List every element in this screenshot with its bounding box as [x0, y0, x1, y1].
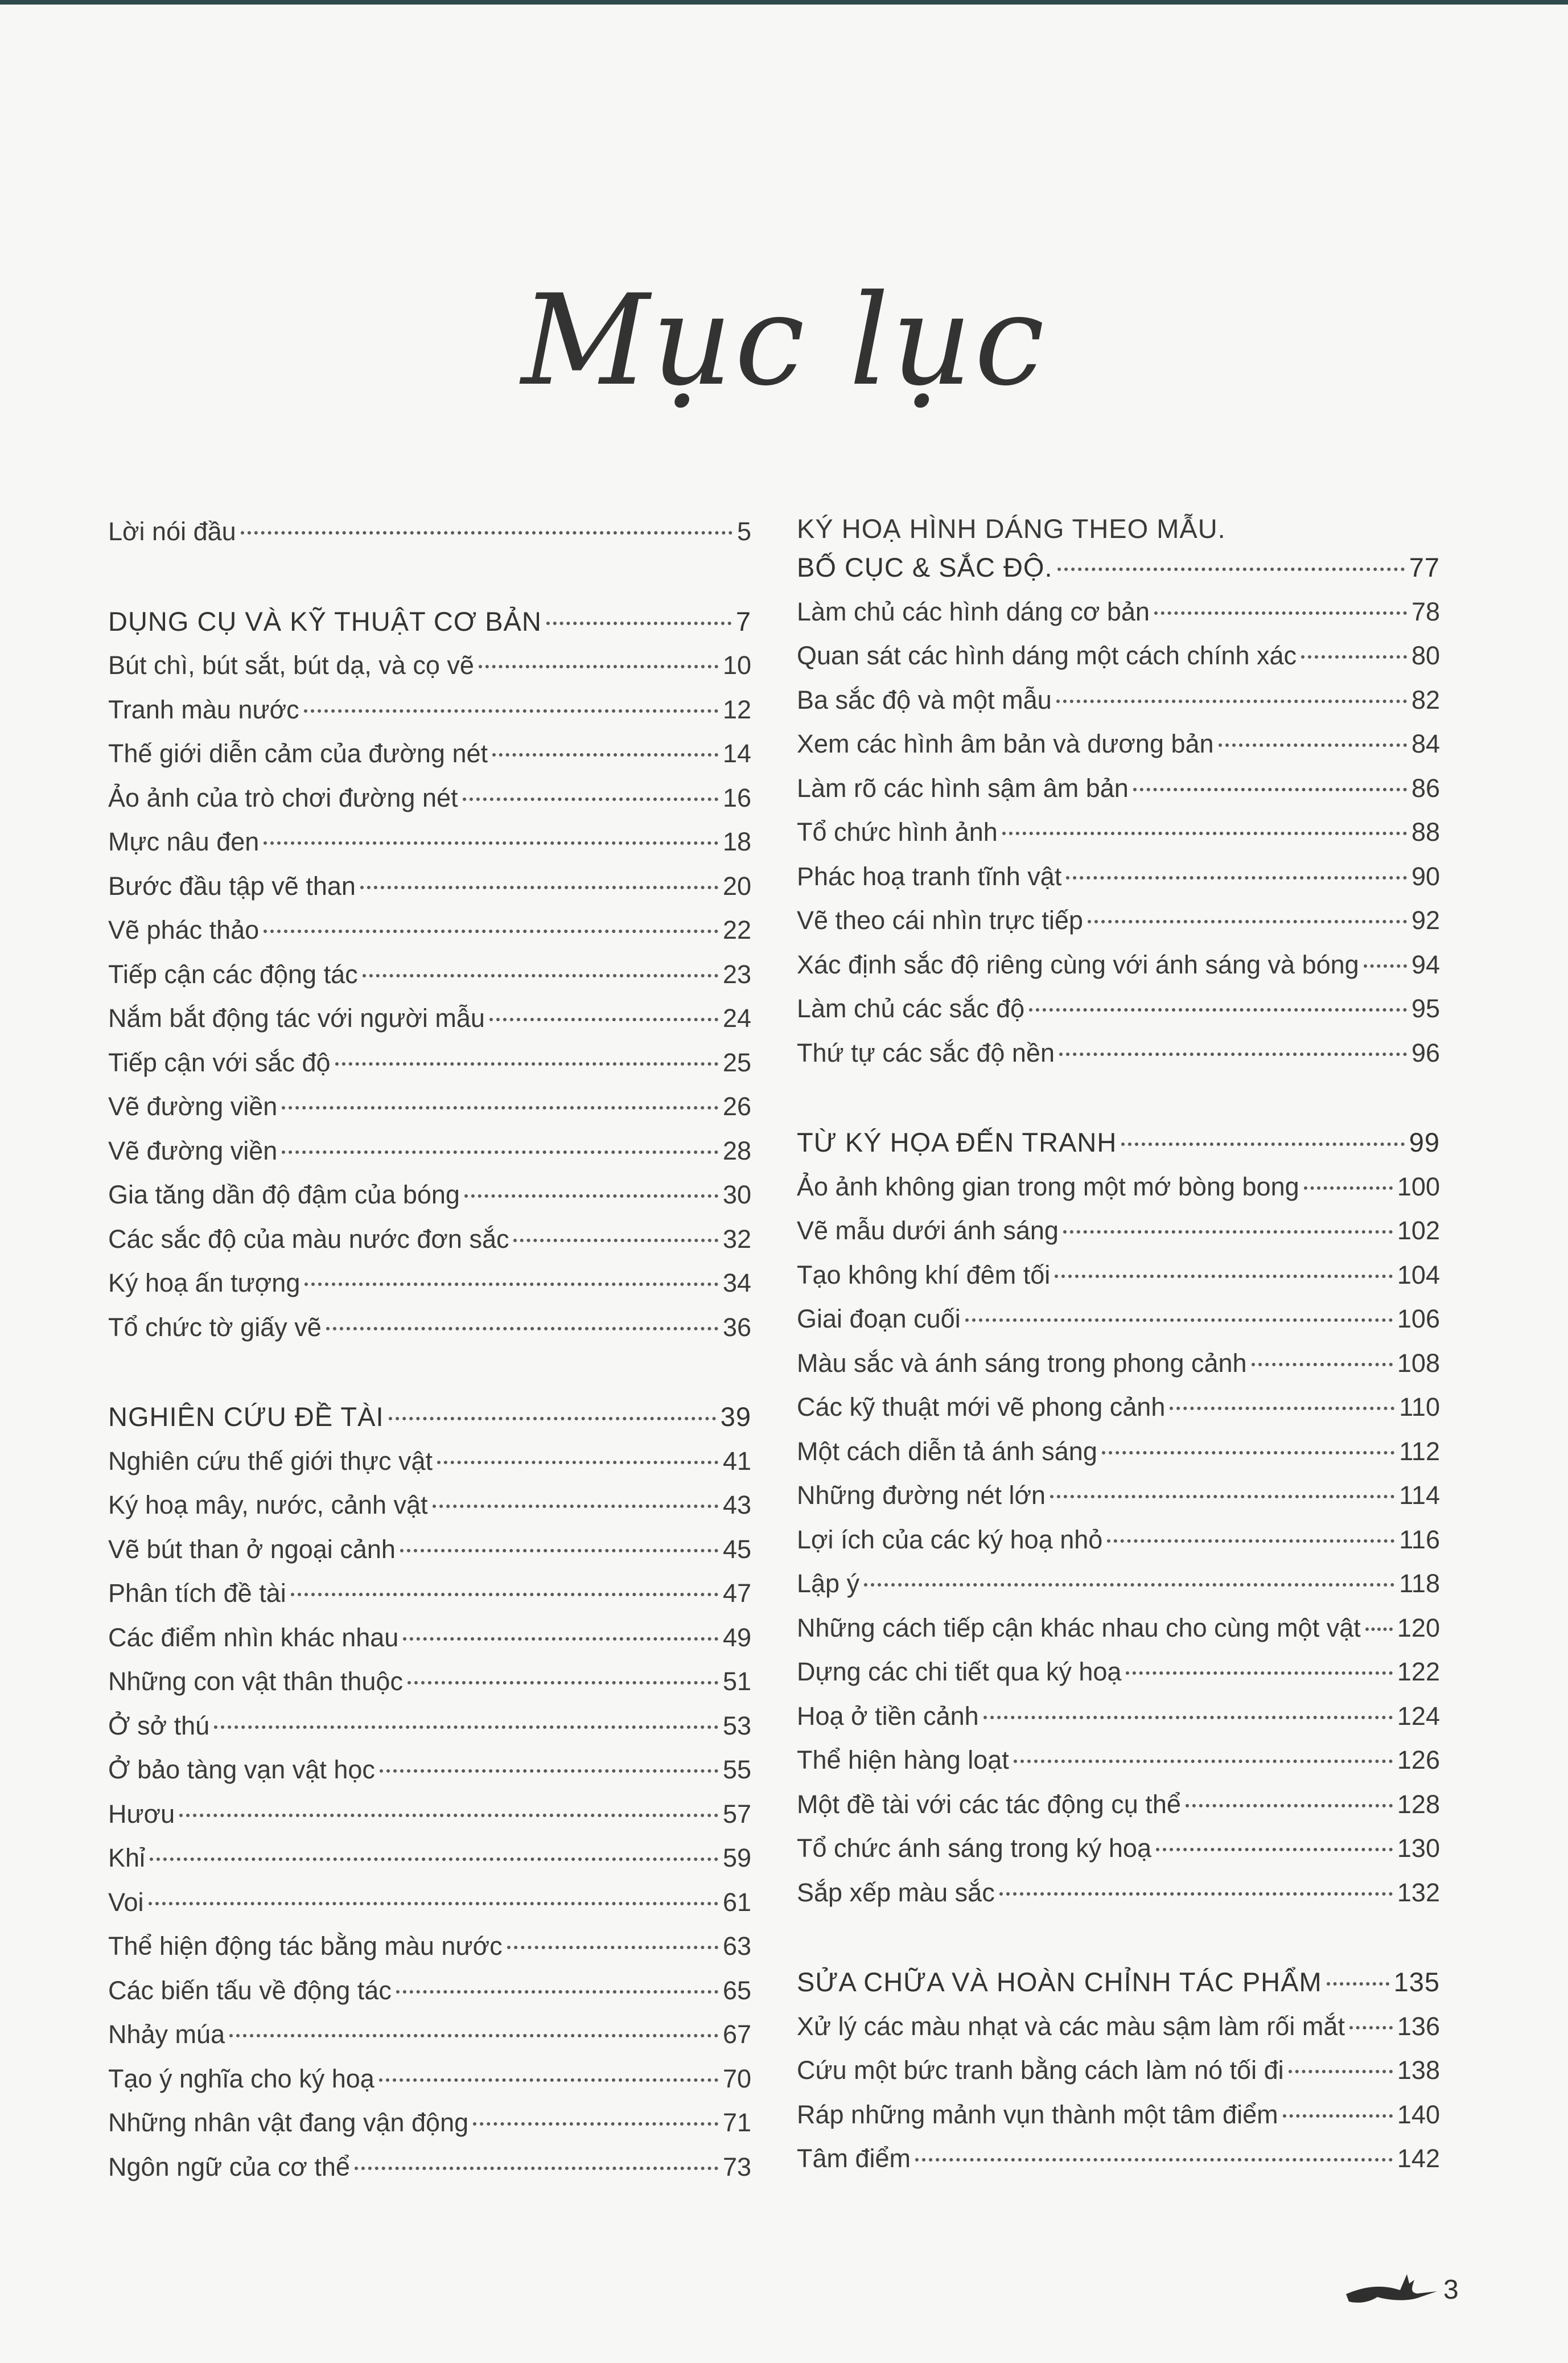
toc-entry	[108, 1084, 751, 1129]
entry-title: Vẽ bút than ở ngoại cảnh	[108, 1534, 396, 1564]
toc-entry	[797, 1473, 1440, 1518]
entry-page-number: 118	[1399, 1569, 1440, 1598]
entry-page-number: 77	[1409, 552, 1440, 582]
entry-title: Vẽ đường viền	[108, 1136, 278, 1165]
toc-entry	[797, 1031, 1440, 1075]
entry-title: Ở bảo tàng vạn vật học	[108, 1755, 375, 1784]
toc-entry	[797, 1518, 1440, 1562]
entry-title: Hoạ ở tiền cảnh	[797, 1701, 979, 1731]
entry-title: Ngôn ngữ của cơ thể	[108, 2152, 350, 2181]
toc-entry	[108, 2012, 751, 2057]
toc-entry	[108, 1792, 751, 1836]
dot-leader	[1186, 1804, 1393, 1807]
toc-entry	[797, 987, 1440, 1031]
toc-entry	[108, 1305, 751, 1350]
entry-title: Bước đầu tập vẽ than	[108, 871, 356, 901]
section-gap	[108, 1349, 751, 1395]
entry-title: Sắp xếp màu sắc	[797, 1877, 995, 1907]
entry-page-number: 135	[1393, 1967, 1440, 1997]
entry-title: Phân tích đề tài	[108, 1579, 286, 1608]
toc-entry	[108, 2101, 751, 2145]
toc-entry	[108, 643, 751, 688]
entry-title: Tổ chức hình ảnh	[797, 817, 998, 846]
entry-page-number: 128	[1397, 1789, 1440, 1819]
entry-page-number: 120	[1397, 1613, 1440, 1642]
dot-leader	[473, 2122, 718, 2126]
dot-leader	[355, 2167, 718, 2170]
dot-leader	[437, 1461, 718, 1464]
entry-page-number: 25	[722, 1047, 751, 1077]
entry-title: Những cách tiếp cận khác nhau cho cùng một vật	[797, 1613, 1361, 1642]
toc-entry	[797, 1209, 1440, 1253]
toc-entry	[797, 1297, 1440, 1341]
entry-title: Thể hiện động tác bằng màu nước	[108, 1932, 503, 1961]
entry-page-number: 43	[722, 1490, 751, 1519]
entry-title: Tiếp cận các động tác	[108, 959, 358, 989]
toc-entry	[797, 2093, 1440, 2137]
toc-right-column	[797, 512, 1440, 2181]
entry-title: Vẽ phác thảo	[108, 915, 260, 944]
entry-page-number: 100	[1397, 1172, 1440, 1201]
toc-entry	[797, 1429, 1440, 1474]
toc-entry	[108, 2145, 751, 2189]
entry-page-number: 14	[722, 739, 751, 768]
entry-page-number: 22	[722, 915, 751, 944]
toc-entry	[797, 766, 1440, 811]
entry-page-number: 41	[722, 1446, 751, 1476]
toc-entry	[108, 1704, 751, 1748]
entry-page-number: 106	[1397, 1304, 1440, 1333]
entry-page-number: 132	[1397, 1877, 1440, 1907]
entry-title: Nghiên cứu thế giới thực vật	[108, 1446, 433, 1476]
dot-leader	[507, 1946, 718, 1949]
entry-page-number: 92	[1411, 906, 1440, 935]
entry-page-number: 10	[722, 651, 751, 680]
toc-entry	[108, 1439, 751, 1483]
entry-title: Ở sở thú	[108, 1711, 210, 1740]
toc-entry	[108, 1659, 751, 1704]
entry-page-number: 59	[722, 1843, 751, 1872]
entry-page-number: 102	[1397, 1216, 1440, 1245]
entry-title: Làm rõ các hình sậm âm bản	[797, 773, 1129, 803]
page-number: 3	[1443, 2275, 1459, 2305]
toc-entry	[797, 1561, 1440, 1606]
dot-leader	[396, 1990, 718, 1994]
toc-entry	[108, 908, 751, 952]
entry-page-number: 90	[1411, 861, 1440, 891]
section-heading	[797, 1120, 1440, 1165]
toc-entry	[108, 996, 751, 1041]
dot-leader	[282, 1106, 718, 1109]
toc-entry	[797, 2004, 1440, 2049]
toc-entry	[108, 1880, 751, 1925]
dot-leader	[1102, 1451, 1394, 1454]
toc-entry	[797, 678, 1440, 722]
dot-leader	[264, 930, 718, 933]
dot-leader	[304, 1283, 718, 1286]
entry-page-number: 49	[722, 1622, 751, 1652]
entry-title: Các điểm nhìn khác nhau	[108, 1622, 399, 1652]
section-heading	[108, 599, 751, 644]
toc-entry	[108, 1969, 751, 2013]
entry-title: Quan sát các hình dáng một cách chính xác	[797, 641, 1297, 670]
entry-title: Ba sắc độ và một mẫu	[797, 685, 1052, 714]
entry-page-number: 65	[722, 1975, 751, 2005]
dot-leader	[965, 1318, 1393, 1322]
toc-entry	[797, 2136, 1440, 2181]
section-heading-line: KÝ HOẠ HÌNH DÁNG THEO MẪU.	[797, 513, 1226, 544]
toc-entry	[108, 1129, 751, 1173]
toc-entry	[797, 854, 1440, 899]
entry-page-number: 16	[722, 783, 751, 812]
toc-entry	[797, 722, 1440, 766]
entry-page-number: 67	[722, 2020, 751, 2049]
toc-entry	[108, 688, 751, 732]
toc-entry	[797, 898, 1440, 943]
dot-leader	[229, 2034, 718, 2037]
toc-entry	[797, 1738, 1440, 1782]
dot-leader	[1059, 1053, 1407, 1056]
dot-leader	[546, 622, 731, 625]
toc-entry	[797, 1606, 1440, 1650]
entry-title: Gia tăng dần độ đậm của bóng	[108, 1180, 460, 1209]
entry-title: BỐ CỤC & SẮC ĐỘ.	[797, 552, 1053, 582]
entry-title: Một cách diễn tả ánh sáng	[797, 1436, 1097, 1466]
dot-leader	[1170, 1407, 1394, 1410]
toc-entry	[797, 1385, 1440, 1429]
toc-entry	[108, 1217, 751, 1261]
toc-entry	[797, 943, 1440, 987]
dot-leader	[1088, 920, 1407, 923]
entry-page-number: 80	[1411, 641, 1440, 670]
entry-page-number: 110	[1399, 1392, 1440, 1421]
toc-entry	[108, 509, 751, 554]
entry-title: Vẽ theo cái nhìn trực tiếp	[797, 906, 1083, 935]
dot-leader	[999, 1892, 1393, 1896]
toc-entry	[797, 1871, 1440, 1915]
dot-leader	[241, 531, 732, 535]
entry-page-number: 95	[1411, 994, 1440, 1023]
entry-title: Ảo ảnh của trò chơi đường nét	[108, 783, 458, 812]
entry-page-number: 5	[736, 517, 751, 546]
entry-page-number: 136	[1397, 2011, 1440, 2041]
dot-leader	[983, 1716, 1393, 1719]
entry-title: Lợi ích của các ký hoạ nhỏ	[797, 1524, 1103, 1554]
dot-leader	[1304, 1186, 1393, 1190]
entry-title: Phác hoạ tranh tĩnh vật	[797, 861, 1062, 891]
toc-entry	[797, 1694, 1440, 1739]
entry-title: Xử lý các màu nhạt và các màu sậm làm rối mắt	[797, 2011, 1345, 2041]
dot-leader	[1364, 964, 1407, 968]
entry-title: Màu sắc và ánh sáng trong phong cảnh	[797, 1348, 1247, 1378]
top-rule	[0, 0, 1568, 5]
toc-entry	[797, 1826, 1440, 1871]
toc-entry	[108, 1261, 751, 1305]
dot-leader	[864, 1583, 1394, 1587]
toc-entry	[108, 731, 751, 776]
entry-title: Thế giới diễn cảm của đường nét	[108, 739, 488, 768]
entry-page-number: 126	[1397, 1745, 1440, 1774]
toc-entry	[108, 1041, 751, 1085]
entry-page-number: 112	[1399, 1436, 1440, 1466]
dot-leader	[513, 1239, 718, 1242]
entry-title: Xem các hình âm bản và dương bản	[797, 729, 1214, 758]
dot-leader	[1301, 655, 1407, 659]
entry-page-number: 26	[722, 1092, 751, 1121]
entry-page-number: 32	[722, 1224, 751, 1254]
dot-leader	[1126, 1671, 1392, 1675]
entry-page-number: 124	[1397, 1701, 1440, 1731]
dot-leader	[291, 1593, 718, 1596]
section-gap	[797, 1914, 1440, 1960]
entry-page-number: 34	[722, 1268, 751, 1297]
dot-leader	[1056, 700, 1407, 703]
entry-title: Khỉ	[108, 1843, 146, 1872]
entry-page-number: 140	[1397, 2099, 1440, 2129]
entry-page-number: 71	[722, 2108, 751, 2137]
dot-leader	[1154, 611, 1407, 615]
dot-leader	[282, 1150, 718, 1154]
entry-page-number: 53	[722, 1711, 751, 1740]
entry-title: Những con vật thân thuộc	[108, 1667, 403, 1696]
entry-page-number: 20	[722, 871, 751, 901]
entry-page-number: 73	[722, 2152, 751, 2181]
entry-page-number: 108	[1397, 1348, 1440, 1378]
dot-leader	[1289, 2070, 1393, 2073]
toc-entry	[108, 2057, 751, 2101]
entry-page-number: 47	[722, 1579, 751, 1608]
entry-page-number: 70	[722, 2064, 751, 2093]
dot-leader	[1014, 1760, 1393, 1763]
dot-leader	[363, 974, 718, 977]
entry-title: TỪ KÝ HỌA ĐẾN TRANH	[797, 1127, 1117, 1157]
toc-entry	[797, 1253, 1440, 1297]
toc-entry	[108, 1836, 751, 1880]
dot-leader	[915, 2158, 1393, 2161]
dot-leader	[335, 1062, 718, 1066]
entry-page-number: 45	[722, 1534, 751, 1564]
entry-page-number: 88	[1411, 817, 1440, 846]
dot-leader	[1057, 568, 1405, 571]
entry-page-number: 96	[1411, 1038, 1440, 1067]
entry-page-number: 130	[1397, 1834, 1440, 1863]
entry-page-number: 36	[722, 1312, 751, 1342]
dot-leader	[1107, 1539, 1394, 1543]
dot-leader	[360, 886, 718, 889]
entry-title: Những nhân vật đang vận động	[108, 2108, 469, 2137]
entry-title: SỬA CHỮA VÀ HOÀN CHỈNH TÁC PHẨM	[797, 1967, 1322, 1997]
dot-leader	[1121, 1143, 1404, 1146]
dot-leader	[463, 798, 718, 801]
section-gap	[108, 554, 751, 599]
entry-title: Làm chủ các sắc độ	[797, 994, 1025, 1023]
toc-entry	[797, 1341, 1440, 1386]
entry-title: Tiếp cận với sắc độ	[108, 1047, 331, 1077]
dot-leader	[489, 1018, 718, 1021]
dot-leader	[479, 665, 718, 668]
toc-entry	[797, 1782, 1440, 1827]
dot-leader	[408, 1681, 718, 1684]
dot-leader	[179, 1814, 718, 1817]
entry-page-number: 39	[720, 1402, 751, 1432]
section-gap	[797, 1075, 1440, 1120]
entry-title: Nắm bắt động tác với người mẫu	[108, 1004, 485, 1033]
toc-entry	[108, 1483, 751, 1527]
entry-page-number: 23	[722, 959, 751, 989]
entry-title: Nhảy múa	[108, 2020, 225, 2049]
dot-leader	[150, 1857, 718, 1861]
entry-page-number: 24	[722, 1004, 751, 1033]
toc-entry	[108, 1527, 751, 1572]
entry-title: Dựng các chi tiết qua ký hoạ	[797, 1657, 1122, 1686]
dot-leader	[1283, 2114, 1393, 2118]
toc-left-column	[108, 509, 751, 2189]
entry-title: Lời nói đầu	[108, 517, 236, 546]
entry-title: Vẽ đường viền	[108, 1092, 278, 1121]
dot-leader	[264, 841, 718, 845]
toc-entry	[108, 1173, 751, 1217]
entry-page-number: 18	[722, 827, 751, 856]
entry-page-number: 51	[722, 1667, 751, 1696]
entry-page-number: 116	[1399, 1524, 1440, 1554]
entry-page-number: 7	[735, 606, 751, 636]
toc-entry	[108, 952, 751, 997]
entry-title: Tranh màu nước	[108, 694, 299, 724]
dot-leader	[1002, 832, 1407, 835]
page-title: Mục lục	[521, 268, 1047, 413]
entry-page-number: 78	[1411, 597, 1440, 626]
toc-entry	[108, 1616, 751, 1660]
toc-entry	[108, 1748, 751, 1792]
entry-title: Mực nâu đen	[108, 827, 260, 856]
dot-leader	[214, 1725, 718, 1729]
entry-title: Những đường nét lớn	[797, 1481, 1046, 1510]
entry-page-number: 86	[1411, 773, 1440, 803]
dot-leader	[1063, 1230, 1393, 1234]
toc-entry	[797, 1165, 1440, 1209]
entry-title: Vẽ mẫu dưới ánh sáng	[797, 1216, 1059, 1245]
entry-title: Thứ tự các sắc độ nền	[797, 1038, 1055, 1067]
dot-leader	[326, 1327, 718, 1330]
entry-title: DỤNG CỤ VÀ KỸ THUẬT CƠ BẢN	[108, 606, 542, 636]
bird-ornament-icon	[1343, 2269, 1440, 2311]
entry-title: Ký hoạ mây, nước, cảnh vật	[108, 1490, 428, 1519]
dot-leader	[492, 753, 718, 757]
entry-title: Ảo ảnh không gian trong một mớ bòng bong	[797, 1172, 1299, 1201]
entry-page-number: 12	[722, 694, 751, 724]
entry-title: Các kỹ thuật mới vẽ phong cảnh	[797, 1392, 1166, 1421]
entry-page-number: 94	[1411, 950, 1440, 979]
dot-leader	[379, 2078, 718, 2082]
toc-entry	[797, 810, 1440, 854]
entry-title: Các biến tấu về động tác	[108, 1975, 392, 2005]
entry-title: Lập ý	[797, 1569, 860, 1598]
entry-page-number: 28	[722, 1136, 751, 1165]
section-heading	[797, 545, 1440, 590]
entry-page-number: 61	[722, 1887, 751, 1917]
toc-entry	[108, 1924, 751, 1969]
dot-leader	[1252, 1363, 1393, 1366]
entry-title: Cứu một bức tranh bằng cách làm nó tối đi	[797, 2056, 1284, 2085]
dot-leader	[1365, 1628, 1393, 1631]
entry-page-number: 122	[1397, 1657, 1440, 1686]
entry-title: Tâm điểm	[797, 2144, 911, 2173]
toc-entry	[108, 864, 751, 909]
dot-leader	[1029, 1008, 1407, 1012]
dot-leader	[400, 1549, 718, 1552]
dot-leader	[403, 1637, 718, 1641]
dot-leader	[1133, 788, 1407, 791]
entry-page-number: 82	[1411, 685, 1440, 714]
entry-title: Voi	[108, 1887, 144, 1917]
toc-entry	[108, 1571, 751, 1616]
entry-title: NGHIÊN CỨU ĐỀ TÀI	[108, 1402, 384, 1432]
dot-leader	[1055, 1275, 1393, 1278]
dot-leader	[1156, 1848, 1393, 1851]
toc-entry	[797, 1650, 1440, 1694]
entry-page-number: 99	[1409, 1127, 1440, 1157]
entry-title: Tạo không khí đêm tối	[797, 1260, 1051, 1289]
dot-leader	[433, 1505, 718, 1508]
dot-leader	[149, 1902, 718, 1905]
section-heading	[108, 1395, 751, 1439]
entry-title: Tạo ý nghĩa cho ký hoạ	[108, 2064, 374, 2093]
entry-title: Giai đoạn cuối	[797, 1304, 961, 1333]
entry-page-number: 63	[722, 1932, 751, 1961]
entry-page-number: 142	[1397, 2144, 1440, 2173]
dot-leader	[1327, 1982, 1389, 1986]
dot-leader	[464, 1194, 718, 1198]
entry-title: Xác định sắc độ riêng cùng với ánh sáng và bóng	[797, 950, 1359, 979]
entry-page-number: 84	[1411, 729, 1440, 758]
entry-page-number: 30	[722, 1180, 751, 1209]
entry-title: Thể hiện hàng loạt	[797, 1745, 1009, 1774]
dot-leader	[1066, 876, 1407, 880]
entry-title: Ký hoạ ấn tượng	[108, 1268, 301, 1297]
entry-title: Một đề tài với các tác động cụ thể	[797, 1789, 1181, 1819]
entry-title: Tổ chức ánh sáng trong ký hoạ	[797, 1834, 1151, 1863]
entry-page-number: 104	[1397, 1260, 1440, 1289]
entry-page-number: 114	[1399, 1481, 1440, 1510]
dot-leader	[1050, 1495, 1394, 1498]
toc-entry	[797, 634, 1440, 678]
entry-title: Tổ chức tờ giấy vẽ	[108, 1312, 322, 1342]
entry-page-number: 55	[722, 1755, 751, 1784]
dot-leader	[1219, 743, 1407, 747]
toc-entry	[797, 2048, 1440, 2093]
toc-entry	[108, 820, 751, 864]
dot-leader	[304, 709, 718, 713]
dot-leader	[380, 1769, 718, 1773]
entry-title: Làm chủ các hình dáng cơ bản	[797, 597, 1150, 626]
entry-title: Hươu	[108, 1799, 175, 1828]
entry-page-number: 138	[1397, 2056, 1440, 2085]
entry-title: Bút chì, bút sắt, bút dạ, và cọ vẽ	[108, 651, 474, 680]
entry-title: Các sắc độ của màu nước đơn sắc	[108, 1224, 509, 1254]
page-footer	[1343, 2269, 1459, 2311]
entry-page-number: 57	[722, 1799, 751, 1828]
toc-entry	[108, 776, 751, 820]
section-heading	[797, 1960, 1440, 2004]
dot-leader	[1349, 2026, 1393, 2029]
entry-title: Ráp những mảnh vụn thành một tâm điểm	[797, 2099, 1278, 2129]
toc-entry	[797, 590, 1440, 634]
dot-leader	[389, 1417, 716, 1420]
